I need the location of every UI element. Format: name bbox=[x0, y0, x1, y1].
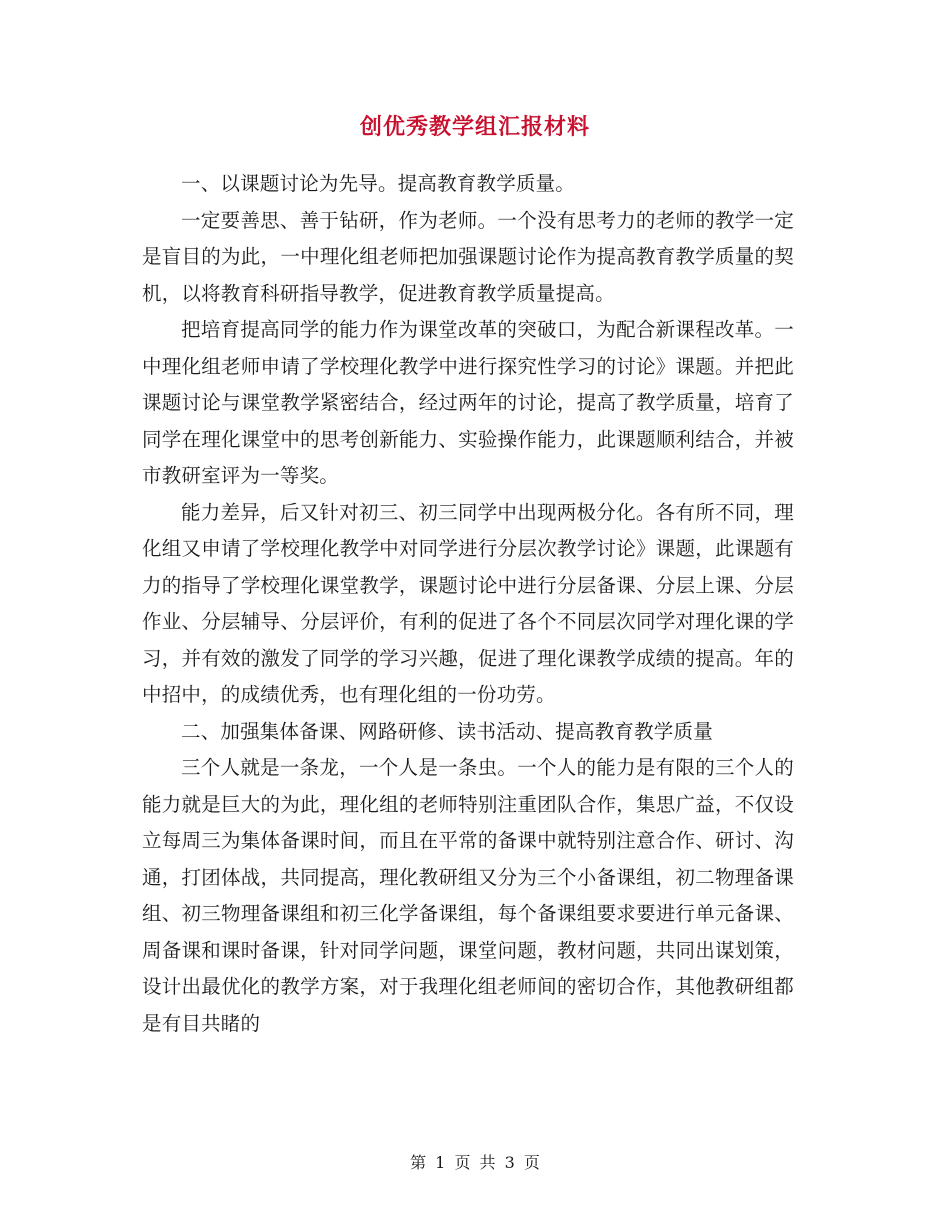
paragraph: 三个人就是一条龙，一个人是一条虫。一个人的能力是有限的三个人的能力就是巨大的为此，理化组的老师特别注重团队合作，集思广益，不仅设立每周三为集体备课时间，而且在平常的备课中就特别注意合作、研讨、沟通，打团体战，共同提高，理化教研组又分为三个小备课组，初二物理备课组、初三物理备课组和初三化学备课组，每个备课组要求要进行单元备课、周备课和课时备课，针对同学问题，课堂问题，教材问题，共同出谋划策，设计出最优化的教学方案，对于我理化组老师间的密切合作，其他教研组都是有目共睹的 bbox=[142, 756, 794, 1035]
page-footer: 第 1 页 共 3 页 bbox=[410, 1153, 540, 1172]
document-title: 创优秀教学组汇报材料 bbox=[359, 114, 590, 140]
section-heading-1: 一、以课题讨论为先导。提高教育教学质量。 bbox=[181, 172, 576, 195]
paragraph: 一定要善思、善于钻研，作为老师。一个没有思考力的老师的教学一定是盲目的为此，一中理化组老师把加强课题讨论作为提高教育教学质量的契机，以将教育科研指导教学，促进教育教学质量提高。 bbox=[142, 208, 794, 305]
section-heading-2: 二、加强集体备课、网路研修、读书活动、提高教育教学质量 bbox=[181, 719, 713, 743]
document-body bbox=[142, 166, 794, 1042]
paragraph: 能力差异，后又针对初三、初三同学中出现两极分化。各有所不同，理化组又申请了学校理化教学中对同学进行分层次教学讨论》课题，此课题有力的指导了学校理化课堂教学，课题讨论中进行分层备课、分层上课、分层作业、分层辅导、分层评价，有利的促进了各个不同层次同学对理化课的学习，并有效的激发了同学的学习兴趣，促进了理化课教学成绩的提高。年的中招中，的成绩优秀，也有理化组的一份功劳。 bbox=[142, 500, 794, 706]
paragraph: 把培育提高同学的能力作为课堂改革的突破口，为配合新课程改革。一中理化组老师申请了学校理化教学中进行探究性学习的讨论》课题。并把此课题讨论与课堂教学紧密结合，经过两年的讨论，提高了教学质量，培育了同学在理化课堂中的思考创新能力、实验操作能力，此课题顺利结合，并被市教研室评为一等奖。 bbox=[142, 318, 794, 487]
